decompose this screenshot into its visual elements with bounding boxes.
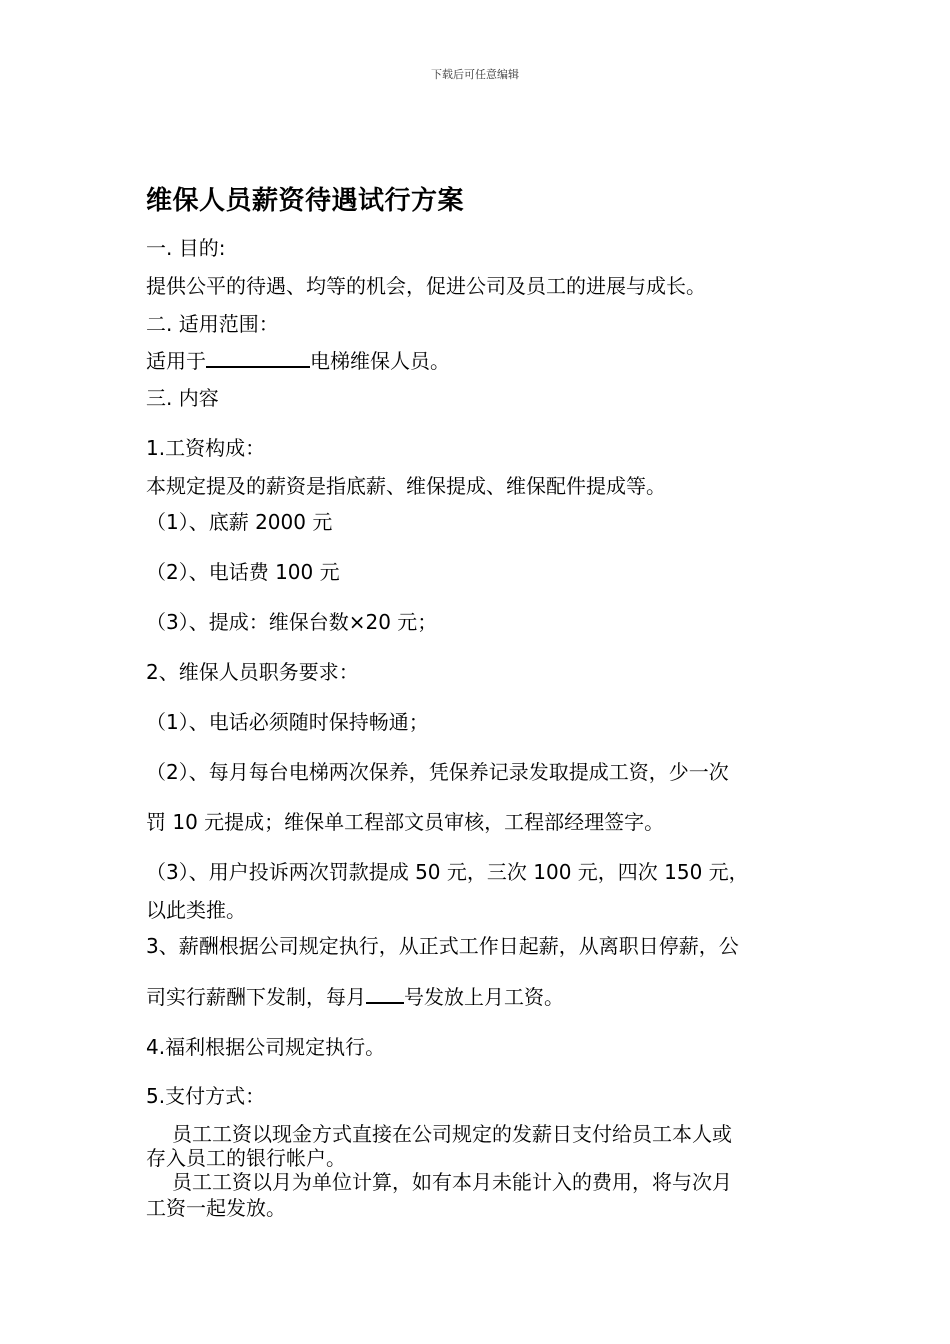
welfare-text: 4.福利根据公司规定执行。: [146, 1035, 386, 1059]
header-note: 下载后可任意编辑: [431, 68, 519, 81]
salary-exec-prefix: 司实行薪酬下发制，每月: [146, 985, 366, 1009]
salary-exec-suffix: 号发放上月工资。: [404, 985, 564, 1009]
payment-p2-line-2: 工资一起发放。: [146, 1196, 286, 1220]
purpose-text: 提供公平的待遇、均等的机会，促进公司及员工的进展与成长。: [146, 274, 706, 298]
purpose-heading: 一. 目的:: [146, 236, 226, 260]
duties-heading: 2、维保人员职务要求：: [146, 660, 359, 684]
duties-item-3-line-2: 以此类推。: [146, 898, 246, 922]
wage-item-3: （3）、提成：维保台数×20 元；: [146, 610, 438, 634]
content-heading: 三. 内容: [146, 386, 219, 410]
wage-item-1: （1）、底薪 2000 元: [146, 510, 333, 534]
payment-heading: 5.支付方式：: [146, 1084, 266, 1108]
scope-text: [146, 347, 450, 375]
scope-suffix: 电梯维保人员。: [310, 349, 450, 373]
document-title: 维保人员薪资待遇试行方案: [146, 186, 465, 216]
scope-blank[interactable]: [206, 348, 310, 368]
duties-item-2-line-1: （2）、每月每台电梯两次保养，凭保养记录发取提成工资，少一次: [146, 760, 729, 784]
salary-exec-line-2: [146, 983, 564, 1011]
scope-prefix: 适用于: [146, 349, 206, 373]
duties-item-1: （1）、电话必须随时保持畅通；: [146, 710, 429, 734]
wage-desc: 本规定提及的薪资是指底薪、维保提成、维保配件提成等。: [146, 474, 666, 498]
payday-blank[interactable]: [366, 984, 404, 1004]
duties-item-2-line-2: 罚 10 元提成；维保单工程部文员审核，工程部经理签字。: [146, 810, 665, 834]
payment-p1-line-2: 存入员工的银行帐户。: [146, 1146, 346, 1170]
payment-p2-line-1: 员工工资以月为单位计算，如有本月未能计入的费用，将与次月: [172, 1170, 732, 1194]
scope-heading: 二. 适用范围：: [146, 312, 279, 336]
salary-exec-line-1: 3、薪酬根据公司规定执行，从正式工作日起薪，从离职日停薪，公: [146, 934, 739, 958]
wage-heading: 1.工资构成：: [146, 436, 266, 460]
payment-p1-line-1: 员工工资以现金方式直接在公司规定的发薪日支付给员工本人或: [172, 1122, 732, 1146]
duties-item-3-line-1: （3）、用户投诉两次罚款提成 50 元，三次 100 元，四次 150 元，: [146, 860, 749, 884]
wage-item-2: （2）、电话费 100 元: [146, 560, 340, 584]
